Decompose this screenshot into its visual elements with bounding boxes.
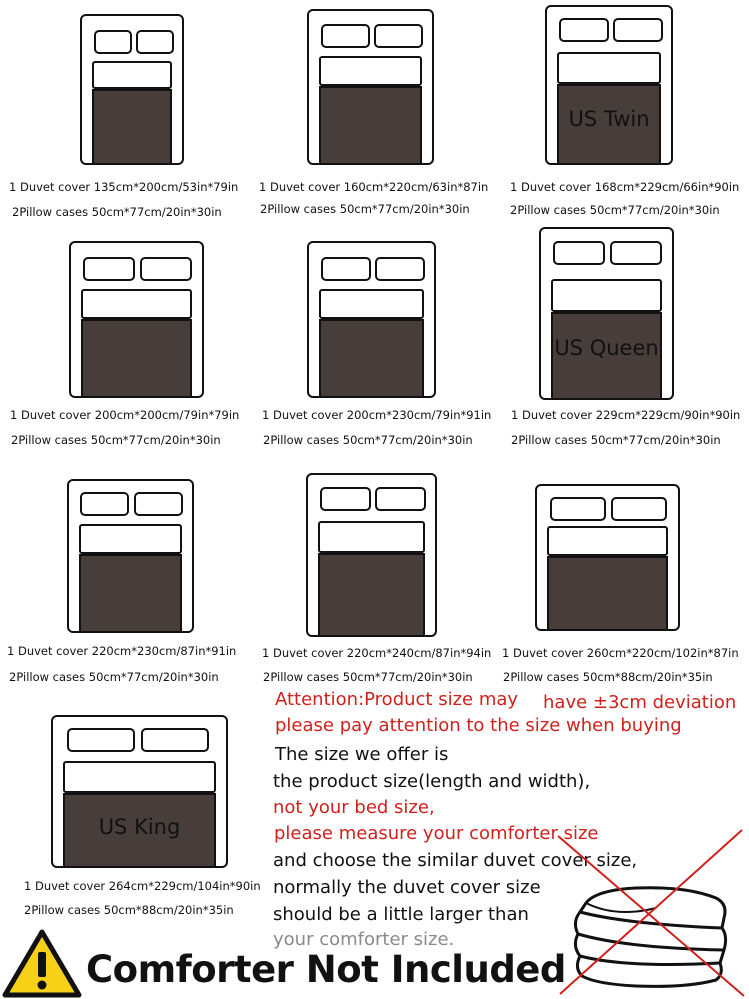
- crossed-out-comforter-icon: [556, 828, 746, 998]
- bed-size-label: US King: [98, 815, 181, 839]
- pillow-icon: [83, 257, 135, 281]
- size-attention-note: please pay attention to the size when buying: [275, 715, 682, 736]
- sheet: [319, 289, 424, 319]
- sheet: [547, 526, 668, 556]
- bed-diagram: [545, 5, 673, 165]
- pillow-icon: [80, 492, 129, 516]
- pillow-icon: [321, 24, 370, 48]
- size-info-note: the product size(length and width),: [273, 771, 591, 792]
- pillow-icon: [136, 30, 174, 54]
- pillow-icon: [610, 241, 662, 265]
- pillow-icon: [559, 18, 609, 42]
- comforter-not-included-title: Comforter Not Included: [86, 948, 566, 991]
- bed-diagram: [535, 484, 680, 631]
- pillow-icon: [613, 18, 663, 42]
- duvet-size-caption: 1 Duvet cover 260cm*220cm/102in*87in: [502, 646, 739, 660]
- bed-diagram: [51, 715, 228, 868]
- sheet: [63, 761, 216, 793]
- pillow-icon: [94, 30, 132, 54]
- duvet-size-caption: 1 Duvet cover 264cm*229cm/104in*90in: [24, 879, 261, 893]
- sheet: [551, 279, 662, 312]
- warning-triangle-icon: [2, 928, 82, 998]
- pillow-size-caption: 2Pillow cases 50cm*77cm/20in*30in: [260, 202, 470, 216]
- pillow-size-caption: 2Pillow cases 50cm*77cm/20in*30in: [510, 203, 720, 217]
- duvet-size-caption: 1 Duvet cover 220cm*240cm/87in*94in: [262, 646, 492, 660]
- pillow-size-caption: 2Pillow cases 50cm*77cm/20in*30in: [511, 433, 721, 447]
- pillow-icon: [321, 257, 371, 281]
- pillow-icon: [375, 487, 426, 511]
- duvet-size-caption: 1 Duvet cover 220cm*230cm/87in*91in: [7, 644, 237, 658]
- duvet: [319, 319, 424, 396]
- pillow-size-caption: 2Pillow cases 50cm*88cm/20in*35in: [503, 670, 713, 684]
- measure-note: please measure your comforter size: [274, 823, 599, 844]
- pillow-icon: [553, 241, 605, 265]
- pillow-icon: [141, 728, 209, 752]
- bed-diagram: [539, 227, 674, 400]
- bed-diagram: [307, 9, 434, 165]
- larger-note: your comforter size.: [273, 929, 455, 950]
- pillow-icon: [140, 257, 192, 281]
- pillow-size-caption: 2Pillow cases 50cm*77cm/20in*30in: [11, 433, 221, 447]
- bed-size-label: US Queen: [554, 336, 659, 360]
- duvet-size-caption: 1 Duvet cover 135cm*200cm/53in*79in: [9, 180, 239, 194]
- pillow-size-caption: 2Pillow cases 50cm*77cm/20in*30in: [263, 670, 473, 684]
- duvet-size-caption: 1 Duvet cover 200cm*230cm/79in*91in: [262, 408, 492, 422]
- duvet-size-caption: 1 Duvet cover 229cm*229cm/90in*90in: [511, 408, 741, 422]
- pillow-size-caption: 2Pillow cases 50cm*77cm/20in*30in: [12, 205, 222, 219]
- duvet: [318, 553, 425, 635]
- bed-size-label: US Twin: [568, 107, 650, 131]
- duvet: [547, 556, 668, 629]
- sheet: [318, 521, 425, 553]
- sheet: [79, 524, 182, 554]
- pillow-size-caption: 2Pillow cases 50cm*88cm/20in*35in: [24, 903, 234, 917]
- attention-note: Attention:Product size may: [275, 689, 519, 710]
- sheet: [92, 61, 172, 89]
- deviation-note: have ±3cm deviation: [543, 692, 737, 713]
- bed-diagram: [69, 241, 204, 398]
- bed-diagram: [307, 241, 436, 398]
- larger-note: normally the duvet cover size: [273, 877, 541, 898]
- duvet-size-caption: 1 Duvet cover 168cm*229cm/66in*90in: [510, 180, 740, 194]
- larger-note: should be a little larger than: [273, 904, 529, 925]
- pillow-size-caption: 2Pillow cases 50cm*77cm/20in*30in: [9, 670, 219, 684]
- bed-diagram: [67, 479, 194, 633]
- bed-diagram: [306, 473, 437, 637]
- size-info-note: The size we offer is: [275, 744, 449, 765]
- pillow-icon: [550, 497, 606, 521]
- pillow-icon: [611, 497, 667, 521]
- pillow-icon: [375, 257, 425, 281]
- choose-note: and choose the similar duvet cover size,: [273, 850, 638, 871]
- pillow-icon: [134, 492, 183, 516]
- pillow-size-caption: 2Pillow cases 50cm*77cm/20in*30in: [263, 433, 473, 447]
- duvet-size-caption: 1 Duvet cover 160cm*220cm/63in*87in: [259, 180, 489, 194]
- duvet: [79, 554, 182, 631]
- bed-size-warning-note: not your bed size,: [273, 797, 435, 818]
- pillow-icon: [374, 24, 423, 48]
- duvet: [92, 89, 172, 163]
- duvet: [319, 86, 422, 163]
- duvet: [81, 319, 192, 396]
- pillow-icon: [67, 728, 135, 752]
- sheet: [319, 56, 422, 86]
- sheet: [81, 289, 192, 319]
- bed-diagram: [80, 14, 184, 165]
- duvet-size-caption: 1 Duvet cover 200cm*200cm/79in*79in: [10, 408, 240, 422]
- pillow-icon: [320, 487, 371, 511]
- sheet: [557, 52, 661, 84]
